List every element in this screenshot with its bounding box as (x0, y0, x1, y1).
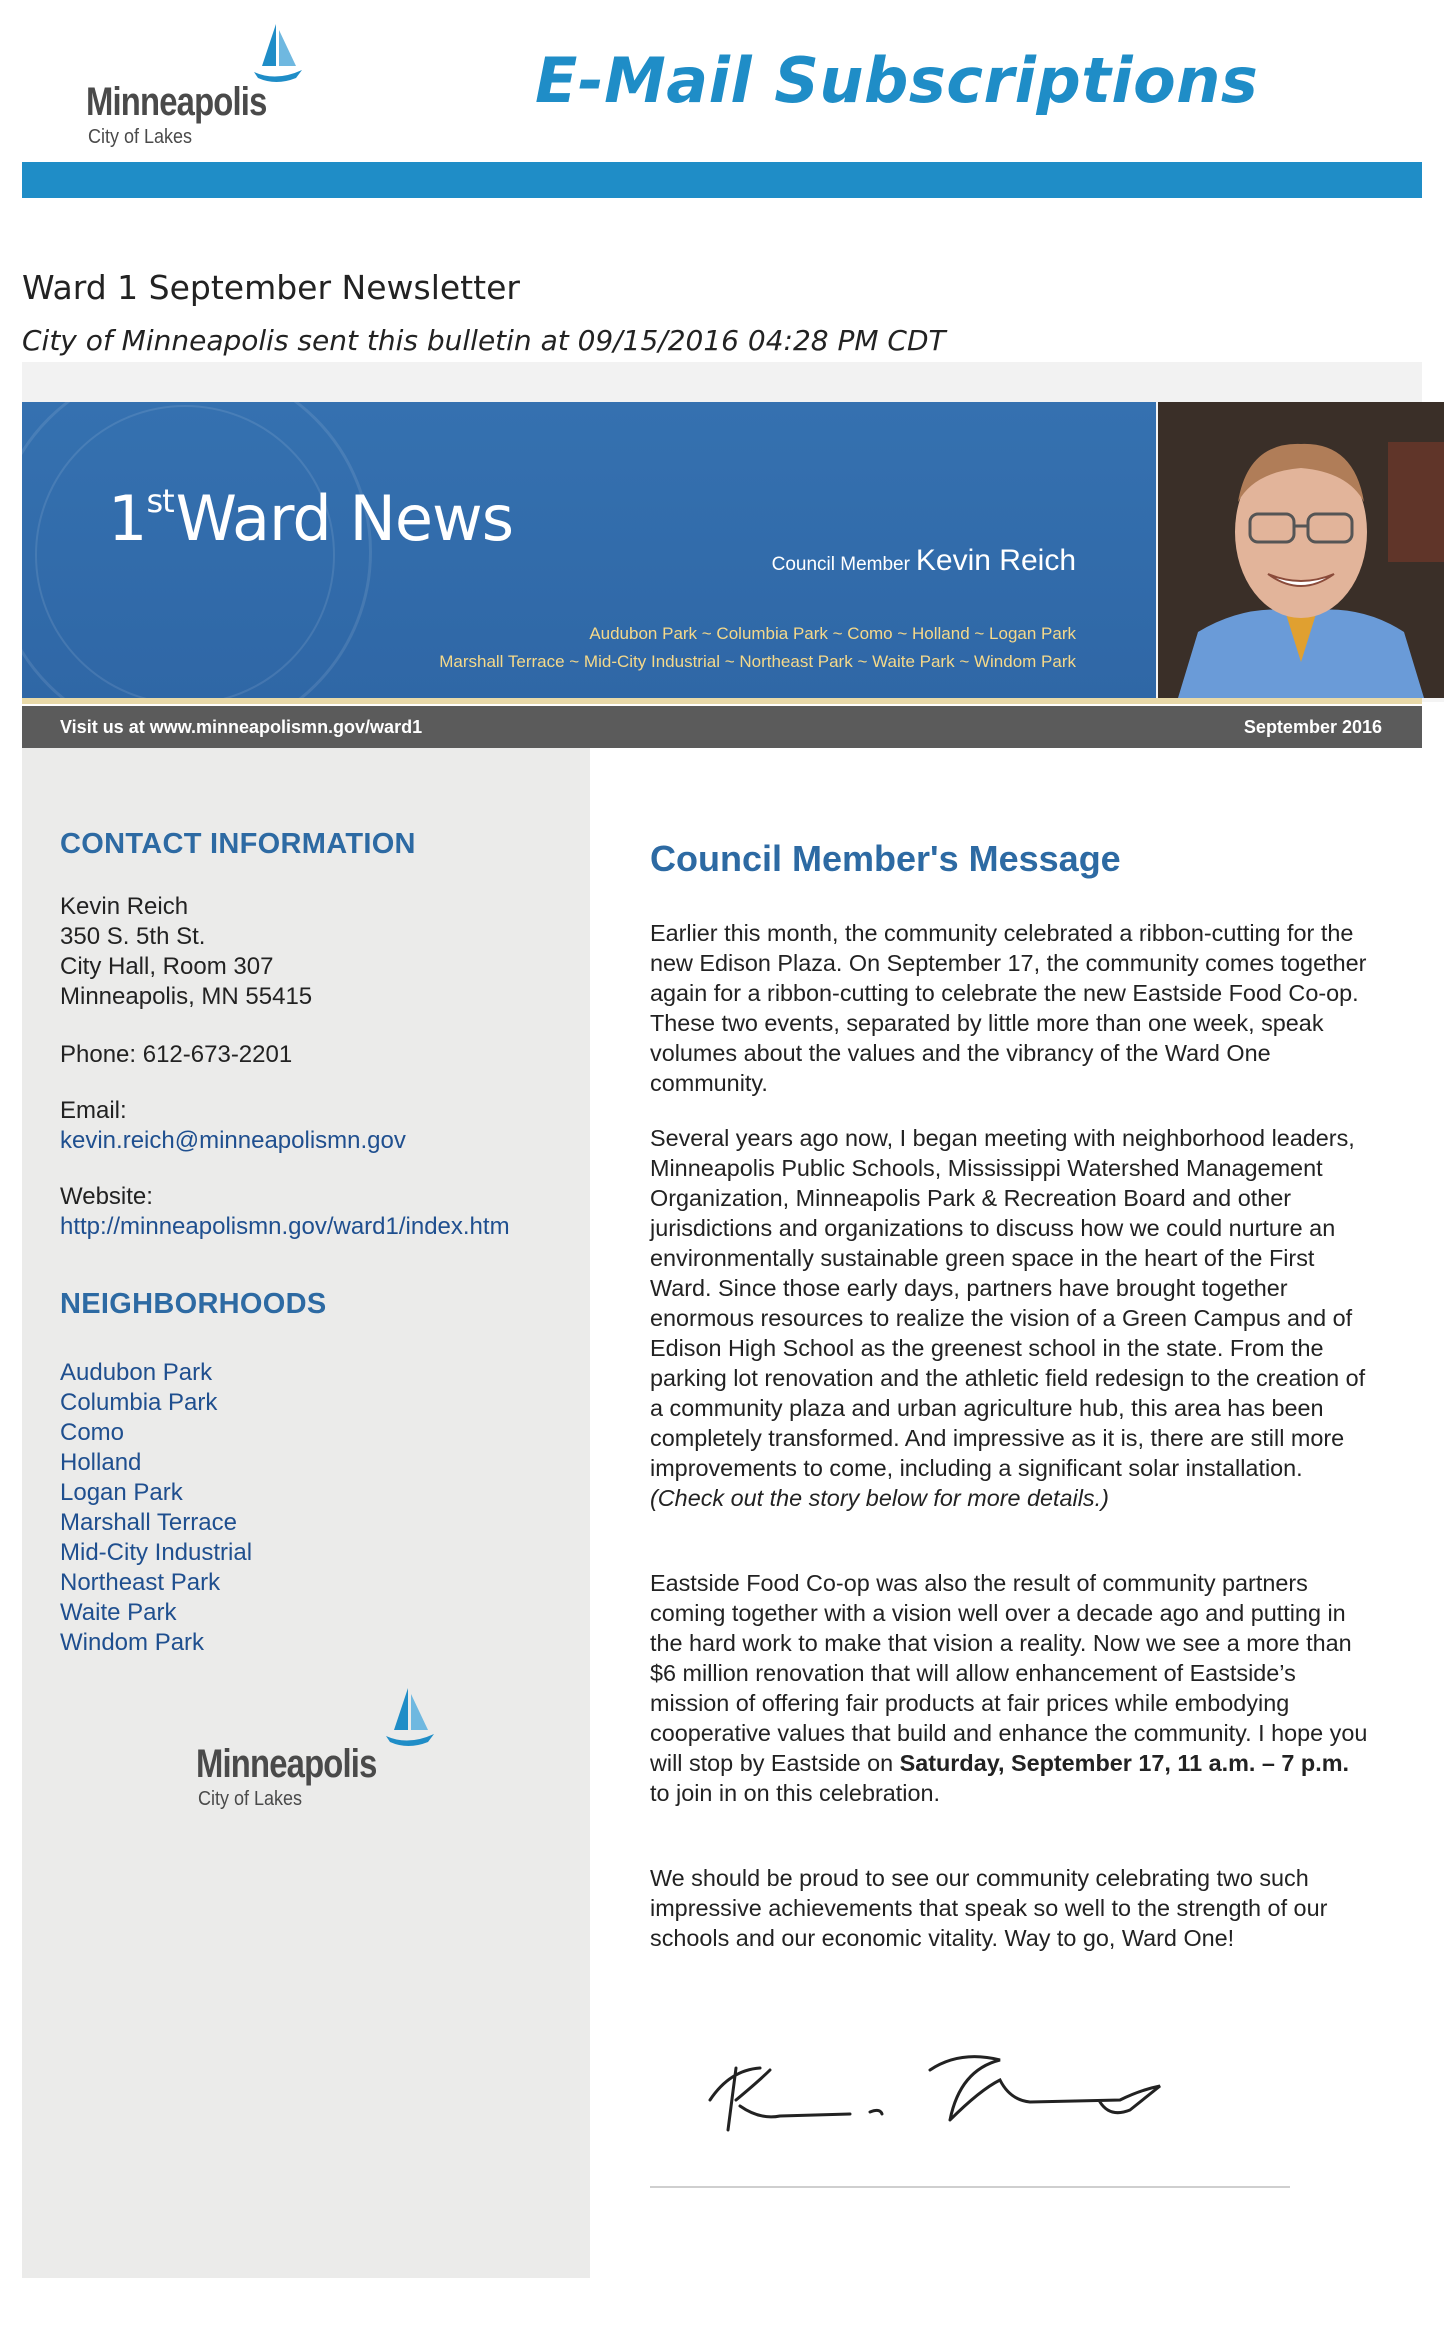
email-label: Email: (60, 1097, 127, 1124)
contact-address-line3: Minneapolis, MN 55415 (60, 983, 313, 1010)
email-link[interactable]: kevin.reich@minneapolismn.gov (60, 1127, 406, 1154)
council-label: Council Member (771, 554, 910, 575)
contact-heading: CONTACT INFORMATION (60, 828, 416, 860)
ward-suffix: st (146, 482, 174, 520)
banner-accent-line (22, 698, 1422, 704)
contact-email-block (60, 1096, 406, 1156)
header-divider (22, 162, 1422, 198)
contact-address (60, 892, 312, 1012)
neighborhood-link[interactable]: Mid-City Industrial (60, 1539, 253, 1566)
page-title: E-Mail Subscriptions (535, 44, 1259, 117)
paragraph-3-end: to join in on this celebration. (650, 1780, 940, 1806)
contact-address-line2: City Hall, Room 307 (60, 953, 274, 980)
portrait-illustration (1158, 402, 1444, 698)
signature-divider (650, 2186, 1290, 2188)
ward-number: 1 (108, 482, 147, 555)
signature (700, 2030, 1180, 2140)
message-paragraph-4: We should be proud to see our community celebrating two such impressive achievements that speak so well to the strength of our schools and our economic vitality. Way to go, Ward One! (650, 1865, 1328, 1951)
neighborhood-list (60, 1358, 252, 1658)
logo-tagline: City of Lakes (88, 126, 193, 148)
event-datetime: Saturday, September 17, 11 a.m. – 7 p.m. (899, 1750, 1350, 1776)
paragraph-2-text: Several years ago now, I began meeting with neighborhood leaders, Minneapolis Public Schools, Mississippi Watershed Management Organization, Minneapolis Park & Recreation Board and other jurisdictions and organizations to discuss how we could nurture an environmentally sustainable green space in the heart of the First Ward. Since those early days, partners have brought together enormous resources to realize the vision of a Green Campus and of Edison High School as the greenest school in the state. From the parking lot renovation and the athletic field redesign to the creation of a community plaza and urban agriculture hub, this area has been completely transformed. And impressive as it is, there are still more improvements to come, including a significant solar installation. (650, 1125, 1366, 1481)
contact-phone: Phone: 612-673-2201 (60, 1041, 293, 1068)
website-label: Website: (60, 1183, 153, 1210)
paragraph-3-text: Eastside Food Co-op was also the result of community partners coming together with a vision well over a decade ago and putting in the hard work to make that vision a reality. Now we see a more than $6 million renovation that will allow enhancement of Eastside’s mission of offering fair products at fair prices while embodying cooperative values that build and enhance the community. I hope you will stop by Eastside on (650, 1570, 1368, 1776)
spacer-strip (22, 362, 1422, 402)
visit-link[interactable]: Visit us at www.minneapolismn.gov/ward1 (60, 717, 423, 737)
banner-neighborhoods-line2: Marshall Terrace ~ Mid-City Industrial ~ Northeast Park ~ Waite Park ~ Windom Park (439, 652, 1076, 671)
neighborhood-link[interactable]: Marshall Terrace (60, 1509, 237, 1536)
contact-name: Kevin Reich (60, 893, 189, 920)
message-paragraph-3 (650, 1568, 1370, 1808)
contact-website-block (60, 1182, 510, 1242)
neighborhood-link[interactable]: Waite Park (60, 1599, 177, 1626)
issue-date: September 2016 (1243, 717, 1382, 737)
minneapolis-logo[interactable] (86, 22, 296, 152)
logo-wordmark: Minneapolis (196, 1742, 377, 1786)
banner-panel (22, 402, 1156, 698)
newsletter-title: Ward 1 September Newsletter (22, 268, 520, 307)
neighborhood-link[interactable]: Logan Park (60, 1479, 183, 1506)
council-name: Kevin Reich (915, 544, 1076, 577)
contact-address-line1: 350 S. 5th St. (60, 923, 206, 950)
council-member-line (772, 544, 1076, 578)
minneapolis-logo-footer[interactable] (196, 1686, 426, 1816)
page-header (0, 0, 1444, 160)
neighborhood-link[interactable]: Windom Park (60, 1629, 205, 1656)
paragraph-2-note: (Check out the story below for more details.) (650, 1485, 1109, 1511)
website-link[interactable]: http://minneapolismn.gov/ward1/index.htm (60, 1213, 510, 1240)
neighborhood-link[interactable]: Columbia Park (60, 1389, 218, 1416)
ward-banner (22, 402, 1444, 702)
banner-neighborhoods-line1: Audubon Park ~ Columbia Park ~ Como ~ Holland ~ Logan Park (589, 624, 1076, 643)
ward-news-title (108, 482, 513, 555)
neighborhood-link[interactable]: Como (60, 1419, 125, 1446)
council-member-photo (1158, 402, 1444, 698)
bulletin-meta: City of Minneapolis sent this bulletin at 09/15/2016 04:28 PM CDT (22, 324, 946, 357)
message-paragraph-1: Earlier this month, the community celebrated a ribbon-cutting for the new Edison Plaza. On September 17, the community comes together again for a ribbon-cutting to celebrate the new Eastside Food Co-op. These two events, separated by little more than one week, speak volumes about the values and the vibrancy of the Ward One community. (650, 920, 1367, 1096)
neighborhood-link[interactable]: Holland (60, 1449, 142, 1476)
neighborhood-link[interactable]: Northeast Park (60, 1569, 221, 1596)
neighborhood-link[interactable]: Audubon Park (60, 1359, 213, 1386)
info-bar (22, 706, 1422, 748)
neighborhoods-heading: NEIGHBORHOODS (60, 1288, 327, 1320)
logo-wordmark: Minneapolis (86, 80, 267, 124)
sailboat-icon (378, 1686, 438, 1756)
message-heading: Council Member's Message (650, 838, 1121, 879)
message-paragraph-2 (650, 1123, 1370, 1513)
ward-title: Ward News (175, 482, 513, 555)
logo-tagline: City of Lakes (198, 1788, 303, 1810)
sidebar (22, 748, 590, 2278)
